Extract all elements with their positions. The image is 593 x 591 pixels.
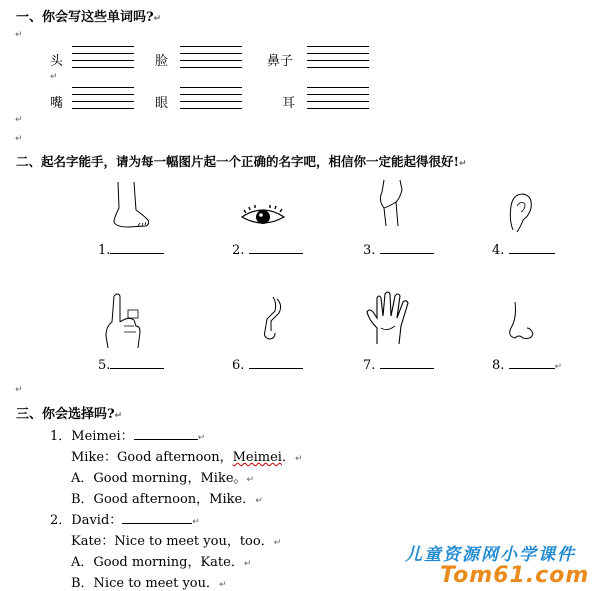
section2-title: 二、起名字能手，请为每一幅图片起一个正确的名字吧，相信你一定能起得很好!↵ <box>16 154 467 169</box>
q2-answer-blank[interactable] <box>122 523 192 524</box>
return-mark: ↵ <box>15 115 23 125</box>
item-6-label: 6. <box>232 358 303 373</box>
answer-blank-2[interactable] <box>249 253 303 254</box>
nose-picture <box>505 300 537 346</box>
return-mark: ↵ <box>15 134 23 144</box>
q2-reply: Kate：Nice to meet you，too．↵ <box>71 534 282 549</box>
q1-reply: Mike：Good afternoon，Meimei．↵ <box>71 450 303 465</box>
answer-blank-7[interactable] <box>380 368 434 369</box>
return-mark: ↵ <box>15 385 23 395</box>
word-head: 头 <box>50 54 64 69</box>
q1-option-b[interactable]: B．Good afternoon，Mike．↵ <box>71 492 263 507</box>
answer-blank-8[interactable] <box>509 368 555 369</box>
q1-prompt: 1．Meimei： ↵ <box>50 429 206 444</box>
write-lines-nose[interactable] <box>307 46 369 68</box>
answer-blank-3[interactable] <box>380 253 434 254</box>
item-7-label: 7. <box>363 358 434 373</box>
q2-option-b[interactable]: B．Nice to meet you．↵ <box>71 576 227 591</box>
q1-answer-blank[interactable] <box>134 439 198 440</box>
answer-blank-5[interactable] <box>110 368 164 369</box>
answer-blank-1[interactable] <box>110 253 164 254</box>
write-lines-ear[interactable] <box>307 87 369 109</box>
watermark-logo: Tom61.com <box>440 563 590 588</box>
q2-option-a[interactable]: A．Good morning，Kate．↵ <box>71 555 252 570</box>
item-1-label: 1. <box>98 243 164 258</box>
item-3-label: 3. <box>363 243 434 258</box>
item-2-label: 2. <box>232 243 303 258</box>
word-eye: 眼 <box>155 96 169 111</box>
word-nose: 鼻子 <box>267 54 294 69</box>
write-lines-mouth[interactable] <box>72 87 134 109</box>
write-lines-head[interactable] <box>72 46 134 68</box>
finger-picture <box>100 292 146 350</box>
word-face: 脸 <box>155 54 169 69</box>
return-mark: ↵ <box>15 30 23 40</box>
section3-title: 三、你会选择吗?↵ <box>16 407 123 422</box>
write-lines-eye[interactable] <box>180 87 242 109</box>
leg-picture <box>370 178 408 230</box>
hand-picture <box>365 290 413 346</box>
q1-option-a[interactable]: A．Good morning，Mike。↵ <box>71 471 255 486</box>
arm-picture <box>255 295 285 341</box>
return-mark: ↵ <box>50 72 58 82</box>
item-4-label: 4. <box>492 243 555 258</box>
word-ear: 耳 <box>282 96 296 111</box>
section1-title: 一、你会写这些单词吗?↵ <box>16 10 162 25</box>
item-5-label: 5. <box>98 358 164 373</box>
word-mouth: 嘴 <box>50 96 64 111</box>
watermark-text: 儿童资源网小学课件 <box>405 545 576 565</box>
answer-blank-4[interactable] <box>509 253 555 254</box>
q2-prompt: 2．David： ↵ <box>50 513 200 528</box>
foot-picture <box>108 180 152 230</box>
item-8-label: 8. ↵ <box>492 358 563 373</box>
ear-picture <box>505 190 535 234</box>
eye-picture <box>240 205 286 229</box>
answer-blank-6[interactable] <box>249 368 303 369</box>
write-lines-face[interactable] <box>180 46 242 68</box>
